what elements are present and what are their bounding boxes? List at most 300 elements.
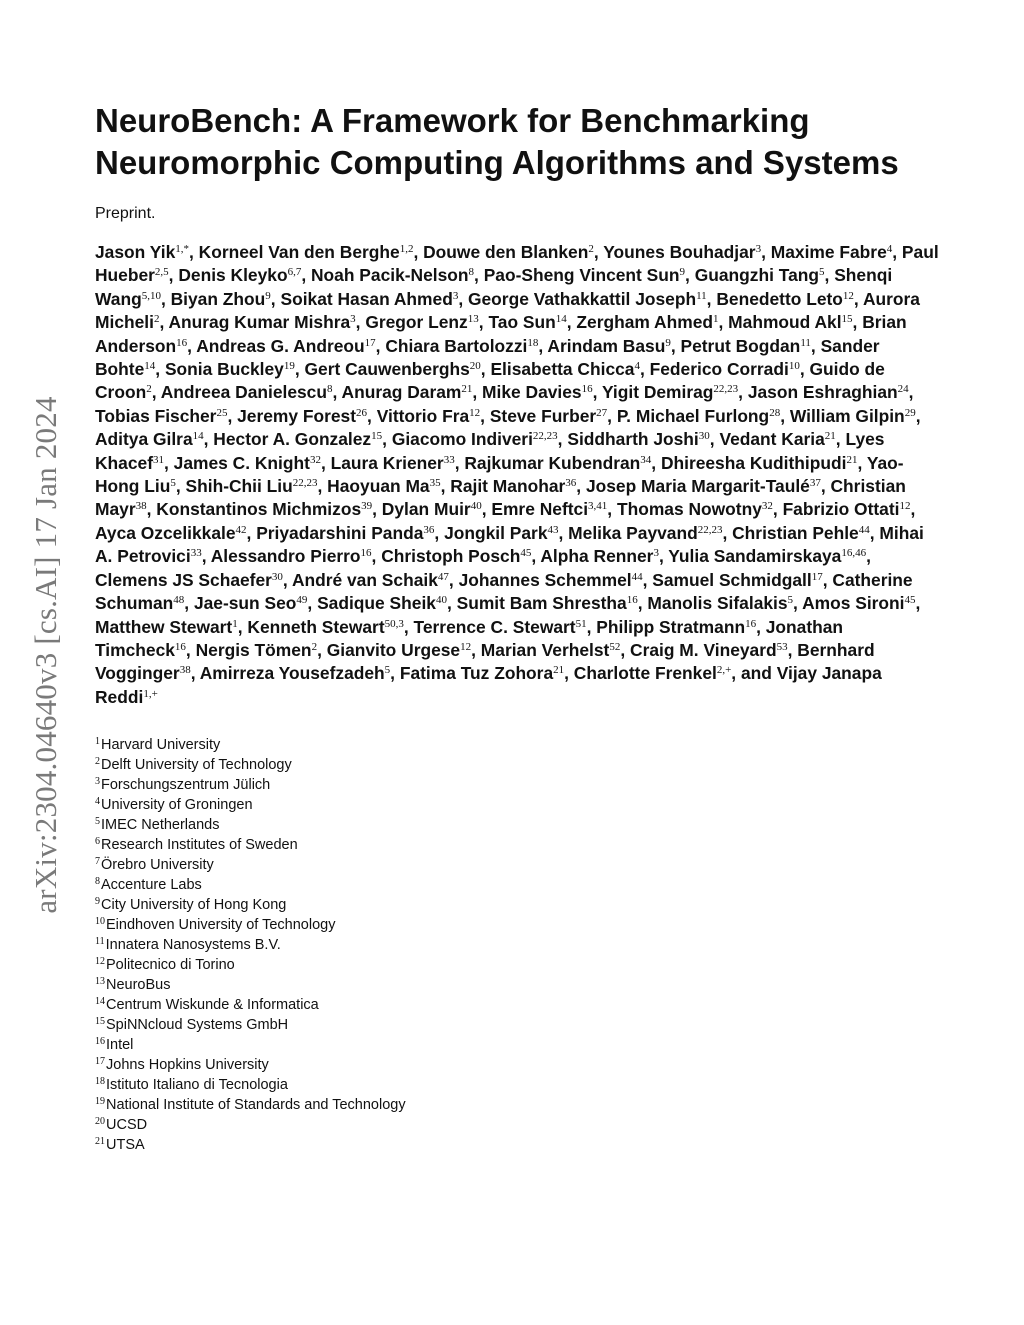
author-name: Arindam Basu — [547, 335, 666, 356]
affiliation-list — [95, 735, 940, 1155]
author-affiliation-mark: 16 — [176, 336, 188, 349]
author — [484, 265, 685, 285]
author-name: Hector A. Gonzalez — [213, 429, 372, 450]
author-name: Mahmoud Akl — [728, 312, 842, 333]
author-affiliation-mark: 32 — [309, 453, 321, 466]
author-name: Biyan Zhou — [170, 288, 266, 309]
author — [568, 523, 722, 543]
author-list: Jason Yik$^{1,*}$, Korneel Van den Berghe$^{1,2}$, Douwe den Blanken$^2$, Younes Bouhadjar$^3$, Maxime Fabre$^4$, Paul Hueber$^{2,5}$, Denis Kleyko$^{6,7}$, Noah Pacik-Nelson$^8$, Pao-Sheng Vincent Sun$^9$, Guangzhi Tang$^5$, Shenqi Wang$^{5,10}$, Biyan Zhou$^9$, Soikat Hasan Ahmed$^3$, George Vathakkattil Joseph$^{11}$, Benedetto Leto$^{12}$, Aurora Micheli$^2$, Anurag Kumar Mishra$^3$, Gregor Lenz$^{13}$, Tao Sun$^{14}$, Zergham Ahmed$^1$, Mahmoud Akl$^{15}$, Brian Anderson$^{16}$, Andreas G. Andreou$^{17}$, Chiara Bartolozzi$^{18}$, Arindam Basu$^9$, Petrut Bogdan$^{11}$, Sander Bohte$^{14}$, Sonia Buckley$^{19}$, Gert Cauwenberghs$^{20}$, Elisabetta Chicca$^4$, Federico Corradi$^{10}$, Guido de Croon$^2$, Andreea Danielescu$^8$, Anurag Daram$^{21}$, Mike Davies$^{16}$, Yigit Demirag$^{22,23}$, Jason Eshraghian$^{24}$, Tobias Fischer$^{25}$, Jeremy Forest$^{26}$, Vittorio Fra$^{12}$, Steve Furber$^{27}$, P. Michael Furlong$^{28}$, William Gilpin$^{29}$, Aditya Gilra$^{14}$, Hector A. Gonzalez$^{15}$, Giacomo Indiveri$^{22,23}$, Siddharth Joshi$^{30}$, Vedant Karia$^{21}$, Lyes Khacef$^{31}$, James C. Knight$^{32}$, Laura Kriener$^{33}$, Rajkumar Kubendran$^{34}$, Dhireesha Kudithipudi$^{21}$, Yao-Hong Liu$^5$, Shih-Chii Liu$^{22,23}$, Haoyuan Ma$^{35}$, Rajit Manohar$^{36}$, Josep Maria Margarit-Taulé$^{37}$, Christian Mayr$^{38}$, Konstantinos Michmizos$^{39}$, Dylan Muir$^{40}$, Emre Neftci$^{3,41}$, Thomas Nowotny$^{32}$, Fabrizio Ottati$^{12}$, Ayca Ozcelikkale$^{42}$, Priyadarshini Panda$^{36}$, Jongkil Park$^{43}$, Melika Payvand$^{22,23}$, Christian Pehle$^{44}$, Mihai A. Petrovici$^{33}$, Alessandro Pierro$^{16}$, Christoph Posch$^{45}$, Alpha Renner$^3$, Yulia Sandamirskaya$^{16,46}$, Clemens JS Schaefer$^{30}$, André van Schaik$^{47}$, Johannes Schemmel$^{44}$, Samuel Schmidgall$^{17}$, Catherine Schuman$^{48}$, Jae-sun Seo$^{49}$, Sadique Sheik$^{40}$, Sumit Bam Shrestha$^{16}$, Manolis Sifalakis$^5$, Amos Sironi$^{45}$, Matthew Stewart$^1$, Kenneth Stewart$^{50,3}$, Terrence C. Stewart$^{51}$, Philipp Stratmann$^{16}$, Jonathan Timcheck$^{16}$, Nergis Tömen$^2$, Gianvito Urgese$^{12}$, Marian Verhelst$^{52}$, Craig M. Vineyard$^{53}$, Bernhard Vogginger$^{38}$, Amirreza Yousefzadeh$^5$, Fatima Tuz Zohora$^{21}$, Charlotte Frenkel$^{2,+}$, and Vijay Janapa Reddi$^{1,+}$ — [95, 242, 939, 707]
author — [490, 359, 640, 379]
author — [728, 312, 852, 332]
affiliation-number: 11 — [95, 936, 105, 948]
author-name: Yulia Sandamirskaya — [668, 546, 842, 567]
author-name: Amirreza Yousefzadeh — [199, 663, 385, 684]
author-affiliation-mark: 18 — [527, 336, 539, 349]
author — [748, 382, 909, 402]
author — [668, 546, 866, 566]
author-name: Gianvito Urgese — [326, 639, 461, 660]
affiliation-item — [95, 835, 940, 855]
author-name: Douwe den Blanken — [423, 242, 589, 262]
author-affiliation-mark: 43 — [547, 523, 559, 536]
author-affiliation-mark: 53 — [776, 640, 788, 653]
author-affiliation-mark: 5 — [819, 266, 825, 279]
author — [790, 406, 916, 426]
author-affiliation-mark: 21 — [461, 383, 473, 396]
author-affiliation-mark: 40 — [435, 594, 447, 607]
author-name: Yao-Hong Liu — [95, 452, 904, 497]
author-affiliation-mark: 3 — [653, 547, 659, 560]
affiliation-number: 12 — [95, 956, 105, 968]
affiliation-name: UCSD — [106, 1117, 148, 1134]
author-name: Gregor Lenz — [365, 312, 468, 333]
author-affiliation-mark: 12 — [460, 640, 472, 653]
author-affiliation-mark: 33 — [443, 453, 455, 466]
author — [490, 406, 607, 426]
author-name: Sumit Bam Shrestha — [456, 593, 627, 614]
author-affiliation-mark: 32 — [761, 500, 773, 513]
author-affiliation-mark: 39 — [361, 500, 373, 513]
affiliation-number: 17 — [95, 1056, 105, 1068]
author-name: Samuel Schmidgall — [652, 569, 812, 590]
author-affiliation-mark: 22,23 — [532, 430, 558, 443]
author — [468, 289, 707, 309]
author — [247, 617, 403, 637]
author — [311, 265, 474, 285]
author-affiliation-mark: 8 — [326, 383, 333, 396]
author — [168, 312, 355, 332]
author — [327, 640, 471, 660]
affiliation-item — [95, 735, 940, 755]
author-affiliation-mark: 5 — [384, 664, 391, 677]
author-affiliation-mark: 21 — [824, 430, 836, 443]
author-name: Siddharth Joshi — [567, 429, 699, 450]
author — [586, 476, 821, 496]
affiliation-name: Istituto Italiano di Tecnologia — [106, 1077, 288, 1094]
author-name: George Vathakkattil Joseph — [467, 288, 697, 309]
author-name: Andreas G. Andreou — [196, 335, 365, 356]
author-affiliation-mark: 11 — [800, 336, 811, 349]
author — [457, 593, 638, 613]
author — [488, 312, 566, 332]
author-affiliation-mark: 12 — [842, 289, 854, 302]
author — [652, 570, 822, 590]
affiliation-name: Research Institutes of Sweden — [101, 837, 298, 854]
author — [156, 499, 372, 519]
author — [174, 453, 321, 473]
affiliation-name: Forschungszentrum Jülich — [101, 777, 271, 794]
author — [450, 476, 576, 496]
author-name: Melika Payvand — [568, 522, 698, 543]
author-affiliation-mark: 25 — [216, 406, 228, 419]
author-name: Jongkil Park — [444, 522, 548, 543]
affiliation-name: Centrum Wiskunde & Informatica — [106, 997, 319, 1014]
author — [95, 523, 247, 543]
affiliation-number: 10 — [95, 916, 105, 928]
author-name: James C. Knight — [173, 452, 310, 473]
affiliation-name: Politecnico di Torino — [106, 957, 235, 974]
author — [237, 406, 367, 426]
author — [617, 499, 773, 519]
author — [178, 265, 301, 285]
author-name: Clemens JS Schaefer — [95, 569, 272, 590]
author-affiliation-mark: 16 — [581, 383, 593, 396]
author-affiliation-mark: 44 — [631, 570, 643, 583]
author — [481, 640, 621, 660]
affiliation-number: 16 — [95, 1036, 105, 1048]
author-name: Johannes Schemmel — [458, 569, 632, 590]
author-affiliation-mark: 16 — [360, 547, 372, 560]
affiliation-item — [95, 855, 940, 875]
author-name: Pao-Sheng Vincent Sun — [483, 265, 680, 286]
title-line-1: NeuroBench: A Framework for Benchmarking — [95, 102, 810, 139]
author — [771, 242, 893, 262]
author-affiliation-mark: 35 — [429, 477, 441, 490]
author-name: Rajkumar Kubendran — [464, 452, 641, 473]
author-affiliation-mark: 19 — [283, 360, 295, 373]
author-affiliation-mark: 24 — [897, 383, 909, 396]
affiliation-item — [95, 915, 940, 935]
author-name: Fabrizio Ottati — [782, 499, 900, 520]
author-name: Alpha Renner — [540, 546, 654, 567]
paper-first-page — [95, 0, 940, 1155]
affiliation-item — [95, 775, 940, 795]
author-affiliation-mark: 15 — [841, 313, 853, 326]
affiliation-name: University of Groningen — [101, 797, 253, 814]
author-name: Kenneth Stewart — [247, 616, 385, 637]
author-name: Haoyuan Ma — [327, 476, 430, 497]
author-name: Emre Neftci — [491, 499, 589, 520]
author-name: Jeremy Forest — [237, 405, 357, 426]
author-affiliation-mark: 12 — [469, 406, 481, 419]
author-name: Rajit Manohar — [450, 476, 566, 497]
author-affiliation-mark: 31 — [153, 453, 164, 466]
author — [574, 663, 732, 683]
author-name: Brian Anderson — [95, 312, 907, 356]
author-affiliation-mark: 3,41 — [588, 500, 608, 513]
author-affiliation-mark: 1 — [232, 617, 238, 630]
affiliation-number: 1 — [95, 736, 100, 748]
affiliation-number: 8 — [95, 876, 100, 888]
author — [365, 312, 478, 332]
author-affiliation-mark: 16 — [745, 617, 757, 630]
author-name: Sander Bohte — [95, 335, 880, 380]
author-name: Laura Kriener — [330, 452, 444, 473]
author-affiliation-mark: 9 — [265, 289, 271, 302]
author-name: Jason Eshraghian — [747, 382, 898, 403]
affiliation-number: 5 — [95, 816, 100, 828]
author — [596, 617, 756, 637]
author-affiliation-mark: 22,23 — [292, 477, 318, 490]
affiliation-number: 15 — [95, 1016, 105, 1028]
author — [161, 382, 333, 402]
author-affiliation-mark: 17 — [364, 336, 376, 349]
author-name: Lyes Khacef — [95, 429, 885, 473]
author — [194, 593, 307, 613]
author — [95, 406, 227, 426]
author — [95, 429, 204, 449]
author-affiliation-mark: 42 — [235, 523, 247, 536]
author-name: Priyadarshini Panda — [256, 522, 424, 543]
author-name: Sonia Buckley — [164, 359, 284, 380]
author-affiliation-mark: 14 — [144, 360, 156, 373]
affiliation-item — [95, 955, 940, 975]
affiliation-number: 21 — [95, 1136, 105, 1148]
author-name: Soikat Hasan Ahmed — [280, 288, 453, 309]
author-name: Konstantinos Michmizos — [156, 499, 362, 520]
author — [576, 312, 718, 332]
author-name: Amos Sironi — [802, 593, 905, 614]
author — [381, 546, 531, 566]
author-affiliation-mark: 40 — [470, 500, 482, 513]
affiliation-number: 19 — [95, 1096, 105, 1108]
author — [377, 406, 480, 426]
author — [342, 382, 473, 402]
author-affiliation-mark: 5 — [787, 594, 794, 607]
author-affiliation-mark: 2 — [311, 640, 318, 653]
affiliation-item — [95, 755, 940, 775]
author-name: Charlotte Frenkel — [573, 663, 717, 684]
author-name: Giacomo Indiveri — [391, 429, 533, 450]
author — [617, 406, 780, 426]
affiliation-item — [95, 1075, 940, 1095]
affiliation-number: 18 — [95, 1076, 105, 1088]
author-name: William Gilpin — [789, 405, 905, 426]
author-affiliation-mark: 16,46 — [841, 547, 867, 560]
author-name: Andreea Danielescu — [160, 382, 327, 403]
author-affiliation-mark: 15 — [371, 430, 383, 443]
author-affiliation-mark: 9 — [665, 336, 671, 349]
affiliation-name: Eindhoven University of Technology — [106, 917, 336, 934]
affiliation-number: 13 — [95, 976, 105, 988]
author-name: Thomas Nowotny — [616, 499, 762, 520]
author — [327, 476, 440, 496]
author-name: Aurora Micheli — [95, 288, 920, 333]
author-name: André van Schaik — [291, 569, 438, 590]
author-affiliation-mark: 30 — [698, 430, 710, 443]
author-name: Mihai A. Petrovici — [95, 522, 924, 567]
author-affiliation-mark: 44 — [858, 523, 870, 536]
author-affiliation-mark: 3 — [452, 289, 459, 302]
author — [382, 499, 482, 519]
author-affiliation-mark: 17 — [811, 570, 823, 583]
author — [650, 359, 800, 379]
author-name: Denis Kleyko — [178, 265, 288, 286]
affiliation-number: 2 — [95, 756, 100, 768]
preprint-label: Preprint. — [95, 205, 156, 222]
arxiv-sidebar — [26, 370, 66, 940]
author-affiliation-mark: 20 — [469, 360, 481, 373]
affiliation-number: 14 — [95, 996, 105, 1008]
author-affiliation-mark: 13 — [467, 313, 479, 326]
author — [547, 336, 670, 356]
author-name: Craig M. Vineyard — [630, 639, 777, 660]
author-name: Guangzhi Tang — [694, 265, 820, 286]
author-name: Catherine Schuman — [95, 569, 913, 614]
affiliation-name: Johns Hopkins University — [106, 1057, 269, 1074]
author-affiliation-mark: 1,+ — [143, 687, 158, 700]
author — [482, 382, 593, 402]
author — [95, 570, 283, 590]
affiliation-name: Harvard University — [101, 737, 221, 754]
author-affiliation-mark: 26 — [356, 406, 368, 419]
affiliation-item — [95, 995, 940, 1015]
author-name: Benedetto Leto — [716, 288, 843, 309]
author-name: Mike Davies — [482, 382, 582, 403]
affiliation-name: Intel — [106, 1037, 134, 1054]
affiliation-number: 4 — [95, 796, 100, 808]
author — [464, 453, 651, 473]
author-name: Chiara Bartolozzi — [385, 335, 528, 356]
author-name: Dylan Muir — [381, 499, 471, 520]
author — [186, 476, 318, 496]
author — [716, 289, 854, 309]
author-name: Petrut Bogdan — [680, 335, 801, 356]
author — [695, 265, 825, 285]
author-name: Jae-sun Seo — [193, 593, 297, 614]
author-name: Tobias Fischer — [95, 405, 217, 426]
author-affiliation-mark: 36 — [565, 477, 577, 490]
author-affiliation-mark: 51 — [575, 617, 587, 630]
author-affiliation-mark: 47 — [437, 570, 449, 583]
author-affiliation-mark: 1 — [713, 313, 719, 326]
author-name: Anurag Daram — [341, 382, 462, 403]
author-affiliation-mark: 21 — [553, 664, 565, 677]
affiliation-item — [95, 1015, 940, 1035]
author — [171, 289, 271, 309]
affiliation-name: Örebro University — [101, 857, 214, 874]
author-affiliation-mark: 16 — [174, 640, 186, 653]
author-affiliation-mark: 8 — [468, 266, 475, 279]
author — [385, 336, 538, 356]
author — [165, 359, 295, 379]
author-name: Tao Sun — [488, 312, 556, 333]
author-affiliation-mark: 1,2 — [399, 243, 414, 255]
author-name: Christian Pehle — [732, 522, 859, 543]
paper-title — [95, 100, 940, 184]
author-affiliation-mark: 16 — [626, 594, 638, 607]
affiliation-name: Delft University of Technology — [101, 757, 292, 774]
affiliation-name: Accenture Labs — [101, 877, 202, 894]
author-affiliation-mark: 2 — [146, 383, 152, 396]
affiliation-number: 20 — [95, 1116, 105, 1128]
author — [630, 640, 788, 660]
author-name: Vedant Karia — [719, 429, 825, 450]
author — [459, 570, 643, 590]
affiliation-item — [95, 975, 940, 995]
author-affiliation-mark: 2 — [588, 243, 594, 255]
author-affiliation-mark: 12 — [899, 500, 911, 513]
author — [567, 429, 709, 449]
author — [280, 289, 458, 309]
author — [95, 242, 189, 262]
author — [423, 242, 594, 262]
author-affiliation-mark: 45 — [904, 594, 916, 607]
author-name: Christoph Posch — [381, 546, 521, 567]
affiliation-item — [95, 1115, 940, 1135]
author-affiliation-mark: 22,23 — [713, 383, 739, 396]
author-affiliation-mark: 48 — [173, 594, 185, 607]
author-affiliation-mark: 38 — [179, 664, 191, 677]
author — [661, 453, 858, 473]
author-affiliation-mark: 5 — [170, 477, 176, 490]
author-affiliation-mark: 3 — [350, 313, 356, 326]
affiliation-item — [95, 1095, 940, 1115]
author-name: Shih-Chii Liu — [185, 476, 293, 497]
author-affiliation-mark: 37 — [809, 477, 821, 490]
author — [647, 593, 793, 613]
affiliation-item — [95, 875, 940, 895]
author-affiliation-mark: 33 — [190, 547, 202, 560]
author-name: Younes Bouhadjar — [603, 242, 756, 262]
author — [732, 523, 870, 543]
author — [317, 593, 447, 613]
author-name: Manolis Sifalakis — [647, 593, 788, 614]
author — [400, 663, 564, 683]
author-affiliation-mark: 3 — [755, 243, 762, 255]
author-name: Vijay Janapa Reddi — [95, 663, 882, 707]
author-name: Zergham Ahmed — [576, 312, 713, 333]
author-name: Guido de Croon — [95, 359, 885, 403]
author-name: Nergis Tömen — [195, 639, 312, 660]
author-name: Yigit Demirag — [601, 382, 714, 403]
author — [392, 429, 558, 449]
author-name: Fatima Tuz Zohora — [399, 663, 554, 684]
affiliation-item — [95, 935, 940, 955]
author-affiliation-mark: 49 — [296, 594, 308, 607]
author — [802, 593, 915, 613]
author-affiliation-mark: 34 — [640, 453, 652, 466]
author-affiliation-mark: 2 — [153, 313, 160, 326]
author — [491, 499, 607, 519]
affiliation-name: IMEC Netherlands — [101, 817, 220, 834]
author-affiliation-mark: 4 — [886, 243, 893, 255]
author-affiliation-mark: 28 — [769, 406, 781, 419]
author-name: Noah Pacik-Nelson — [310, 265, 469, 286]
author-name: Vittorio Fra — [376, 405, 470, 426]
author — [414, 617, 587, 637]
author-affiliation-mark: 30 — [271, 570, 283, 583]
author-affiliation-mark: 38 — [135, 500, 147, 513]
author-affiliation-mark: 22,23 — [697, 523, 723, 536]
affiliation-name: Innatera Nanosystems B.V. — [105, 937, 281, 954]
author-affiliation-mark: 2,+ — [716, 664, 732, 677]
author — [540, 546, 659, 566]
author — [331, 453, 455, 473]
affiliation-number: 6 — [95, 836, 100, 848]
author — [292, 570, 449, 590]
author-affiliation-mark: 6,7 — [287, 266, 302, 279]
author — [196, 640, 317, 660]
author-name: P. Michael Furlong — [616, 405, 770, 426]
author — [681, 336, 811, 356]
author-name: Christian Mayr — [95, 476, 906, 520]
author-name: Aditya Gilra — [95, 429, 193, 450]
affiliation-item — [95, 895, 940, 915]
author-affiliation-mark: 14 — [555, 313, 567, 326]
author — [305, 359, 481, 379]
author-affiliation-mark: 1,* — [175, 243, 189, 255]
author-affiliation-mark: 52 — [609, 640, 621, 653]
affiliation-item — [95, 1055, 940, 1075]
affiliation-name: National Institute of Standards and Technology — [106, 1097, 406, 1114]
affiliation-item — [95, 1135, 940, 1155]
author-name: Dhireesha Kudithipudi — [660, 452, 847, 473]
affiliation-name: NeuroBus — [106, 977, 171, 994]
affiliation-item — [95, 815, 940, 835]
affiliation-name: SpiNNcloud Systems GmbH — [106, 1017, 289, 1034]
author — [783, 499, 911, 519]
author-affiliation-mark: 11 — [696, 289, 707, 302]
